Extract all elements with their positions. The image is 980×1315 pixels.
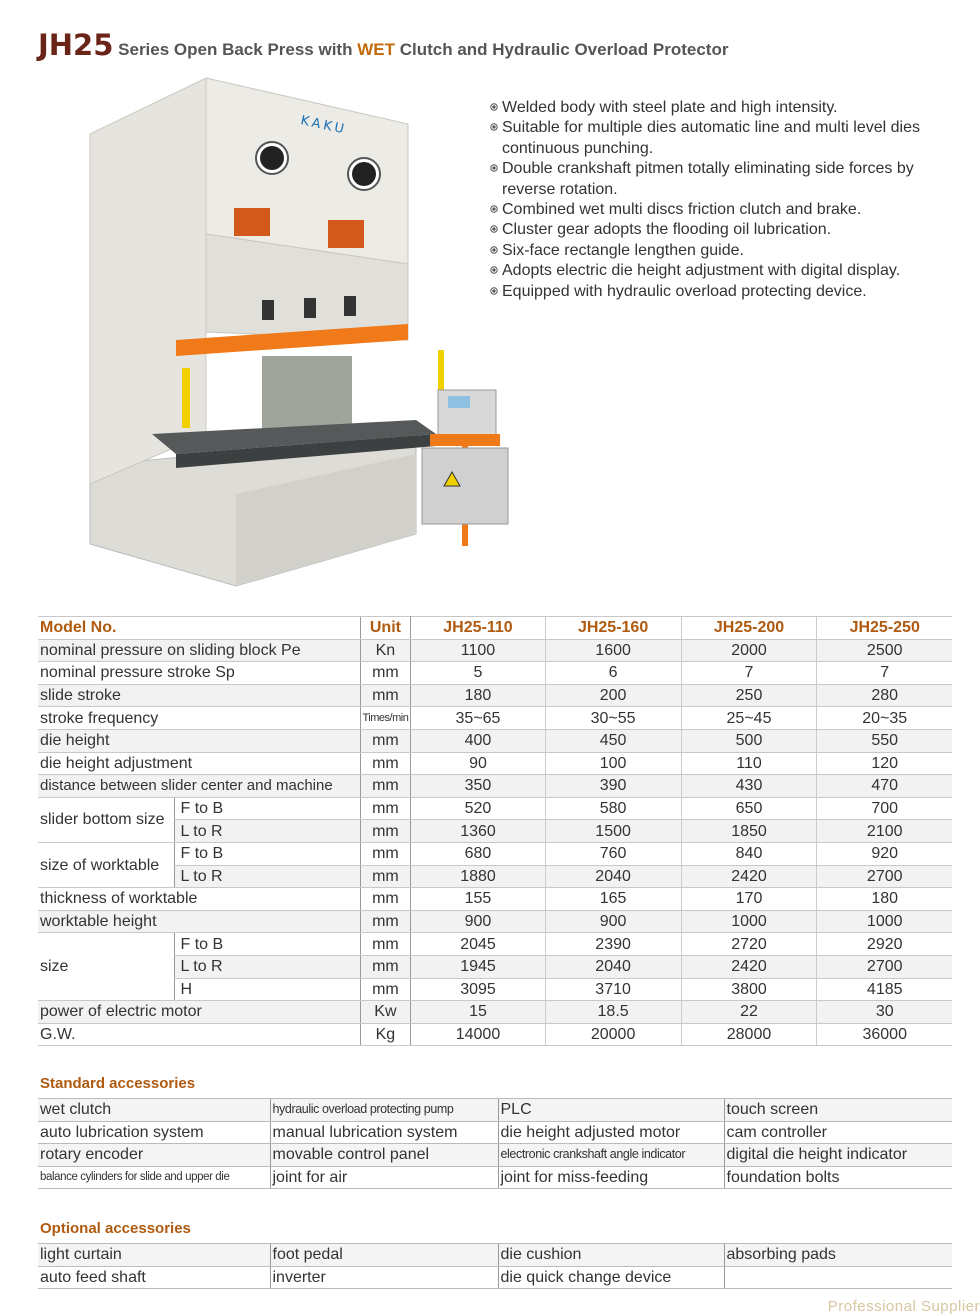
feature-item: Equipped with hydraulic overload protecting device. (490, 282, 960, 302)
model-header: JH25-200 (681, 617, 817, 640)
table-row: size of worktable F to B mm 680 760 840 920 (38, 842, 952, 865)
press-machine-image (86, 74, 522, 594)
row-label: size of worktable (38, 842, 174, 887)
row-sublabel: F to B (174, 842, 360, 865)
spec-header-row (38, 617, 952, 640)
row-label: die height adjustment (38, 752, 360, 775)
feature-item: Six-face rectangle lengthen guide. (490, 241, 960, 261)
spec-table (38, 616, 952, 1046)
table-row: stroke frequency Times/min 35~65 30~55 25~45 20~35 (38, 707, 952, 730)
feature-item: Welded body with steel plate and high intensity. (490, 98, 960, 118)
table-row: worktable height mm 900 900 1000 1000 (38, 910, 952, 933)
table-row: nominal pressure stroke Sp mm 5 6 7 7 (38, 662, 952, 685)
optional-accessories-title: Optional accessories (40, 1220, 191, 1237)
model-header: JH25-160 (545, 617, 681, 640)
row-label: thickness of worktable (38, 888, 360, 911)
feature-item: Adopts electric die height adjustment with digital display. (490, 261, 960, 281)
table-row: distance between slider center and machine mm 350 390 430 470 (38, 775, 952, 798)
table-row: G.W. Kg 14000 20000 28000 36000 (38, 1023, 952, 1046)
bullet-icon (490, 225, 498, 233)
row-sublabel: L to R (174, 865, 360, 888)
table-row: L to R mm 1945 2040 2420 2700 (38, 955, 952, 978)
unit-header: Unit (360, 617, 411, 640)
standard-accessories-title: Standard accessories (40, 1075, 196, 1092)
table-row: nominal pressure on sliding block Pe Kn 1100 1600 2000 2500 (38, 639, 952, 662)
table-row: balance cylinders for slide and upper die joint for air joint for miss-feeding foundation bolts (38, 1166, 952, 1189)
title-model: JH25 (38, 28, 114, 62)
row-label: nominal pressure on sliding block Pe (38, 639, 360, 662)
page-title (38, 28, 728, 62)
table-row: auto lubrication system manual lubrication system die height adjusted motor cam controller (38, 1121, 952, 1144)
table-row: L to R mm 1880 2040 2420 2700 (38, 865, 952, 888)
row-label: power of electric motor (38, 1001, 360, 1024)
title-part1: Series Open Back Press with (113, 40, 358, 59)
row-sublabel: H (174, 978, 360, 1001)
bullet-icon (490, 246, 498, 254)
table-row: light curtain foot pedal die cushion absorbing pads (38, 1244, 952, 1267)
bullet-icon (490, 103, 498, 111)
row-sublabel: L to R (174, 955, 360, 978)
table-row: L to R mm 1360 1500 1850 2100 (38, 820, 952, 843)
row-label: slide stroke (38, 684, 360, 707)
table-row: thickness of worktable mm 155 165 170 180 (38, 888, 952, 911)
feature-list (490, 98, 960, 302)
table-row: H mm 3095 3710 3800 4185 (38, 978, 952, 1001)
row-sublabel: F to B (174, 933, 360, 956)
bullet-icon (490, 123, 498, 131)
row-label: worktable height (38, 910, 360, 933)
table-row: auto feed shaft inverter die quick change device (38, 1266, 952, 1289)
row-sublabel: F to B (174, 797, 360, 820)
feature-item: Double crankshaft pitmen totally eliminating side forces by reverse rotation. (490, 159, 960, 200)
bullet-icon (490, 287, 498, 295)
title-wet: WET (357, 40, 395, 59)
feature-item: Combined wet multi discs friction clutch and brake. (490, 200, 960, 220)
footer-text: Professional Supplier (827, 1298, 980, 1315)
row-label: nominal pressure stroke Sp (38, 662, 360, 685)
bullet-icon (490, 205, 498, 213)
table-row: power of electric motor Kw 15 18.5 22 30 (38, 1001, 952, 1024)
row-sublabel: L to R (174, 820, 360, 843)
table-row: die height mm 400 450 500 550 (38, 729, 952, 752)
brand-logo: KAKU (299, 113, 349, 138)
row-label: G.W. (38, 1023, 360, 1046)
table-row: slider bottom size F to B mm 520 580 650 700 (38, 797, 952, 820)
feature-item: Cluster gear adopts the flooding oil lubrication. (490, 220, 960, 240)
row-label: distance between slider center and machine (38, 775, 360, 798)
model-header: JH25-250 (817, 617, 952, 640)
bullet-icon (490, 266, 498, 274)
title-part2: Clutch and Hydraulic Overload Protector (394, 40, 729, 59)
row-label: size (38, 933, 174, 1001)
bullet-icon (490, 164, 498, 172)
row-label: slider bottom size (38, 797, 174, 842)
model-no-header: Model No. (38, 617, 360, 640)
standard-accessories-table (38, 1098, 952, 1189)
feature-item: Suitable for multiple dies automatic line and multi level dies continuous punching. (490, 118, 960, 159)
model-header: JH25-110 (411, 617, 545, 640)
table-row: die height adjustment mm 90 100 110 120 (38, 752, 952, 775)
row-label: die height (38, 729, 360, 752)
row-label: stroke frequency (38, 707, 360, 730)
table-row: wet clutch hydraulic overload protecting pump PLC touch screen (38, 1099, 952, 1122)
optional-accessories-table (38, 1243, 952, 1289)
table-row: size F to B mm 2045 2390 2720 2920 (38, 933, 952, 956)
table-row: slide stroke mm 180 200 250 280 (38, 684, 952, 707)
table-row: rotary encoder movable control panel electronic crankshaft angle indicator digital die height indicator (38, 1144, 952, 1167)
